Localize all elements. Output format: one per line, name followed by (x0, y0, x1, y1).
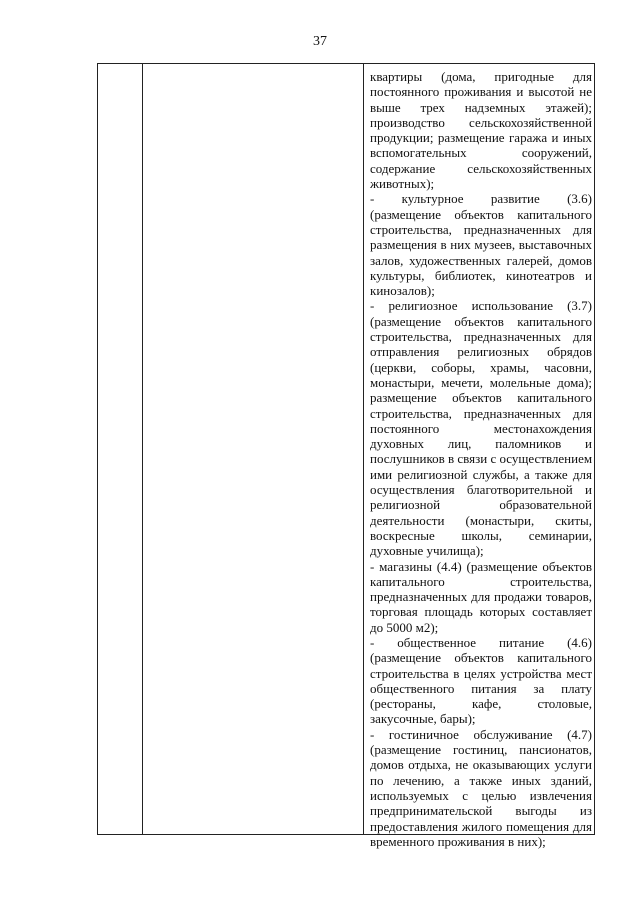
cell-text-line: осуществления благотворительной и (370, 482, 592, 498)
cell-text-line: предоставления жилого помещения для (370, 818, 592, 834)
column-divider-2 (363, 64, 364, 834)
cell-text-line: до 5000 м2); (370, 619, 439, 635)
cell-text-line: продукции; размещение гаража и иных (370, 130, 592, 146)
cell-text-line: размещения в них музеев, выставочных (370, 237, 592, 253)
cell-text-line: - общественное питание (4.6) (370, 634, 592, 650)
cell-text-line: залов, художественных галерей, домов (370, 252, 592, 268)
cell-text-line: животных); (370, 176, 435, 192)
cell-text-line: отправления религиозных обрядов (370, 344, 592, 360)
cell-text-line: предназначенных для продажи товаров, (370, 589, 592, 605)
cell-text-line: домов отдыха, не оказывающих услуги (370, 757, 592, 773)
table (97, 63, 595, 849)
cell-text-line: квартиры (дома, пригодные для (370, 69, 592, 84)
cell-text-line: - религиозное использование (3.7) (370, 298, 592, 314)
cell-text-line: духовные училища); (370, 543, 484, 559)
cell-text-line: - гостиничное обслуживание (4.7) (370, 726, 592, 742)
cell-text-line: закусочные, бары); (370, 711, 476, 727)
cell-text-line: духовных лиц, паломников и (370, 436, 592, 452)
cell-text-line: (размещение гостиниц, пансионатов, (370, 742, 592, 758)
cell-text-line: (размещение объектов капитального (370, 650, 592, 666)
cell-text-line: - магазины (4.4) (размещение объектов (370, 558, 592, 574)
cell-text-line: культуры, библиотек, кинотеатров и (370, 267, 592, 283)
cell-text-line: деятельности (монастыри, скиты, (370, 512, 592, 528)
cell-text-line: ими религиозной службы, а также для (370, 466, 592, 482)
cell-text-line: торговая площадь которых составляет (370, 604, 592, 620)
cell-text-line: (рестораны, кафе, столовые, (370, 696, 592, 712)
page-number: 37 (313, 34, 327, 49)
cell-text-line: используемых с целью извлечения (370, 787, 592, 803)
cell-text-line: кинозалов); (370, 283, 435, 299)
cell-text-line: по лечению, а также иных зданий, (370, 772, 592, 788)
cell-text-line: воскресные школы, семинарии, (370, 527, 592, 543)
cell-text-line: (церкви, соборы, храмы, часовни, (370, 359, 592, 375)
cell-text-line: выше трех надземных этажей); (370, 99, 592, 115)
cell-text-line: капитального строительства, (370, 573, 592, 589)
cell-text-line: (размещение объектов капитального (370, 206, 592, 222)
cell-text-line: производство сельскохозяйственной (370, 114, 592, 130)
cell-text-line: послушников в связи с осуществлением (370, 451, 593, 467)
cell-text-line: (размещение объектов капитального (370, 313, 592, 329)
column-divider-1 (142, 64, 143, 834)
cell-text-line: строительства, предназначенных для (370, 329, 592, 345)
cell-text-line: вспомогательных сооружений, (370, 145, 592, 161)
cell-text-line: временного проживания в них); (370, 833, 546, 849)
cell-text-line: монастыри, мечети, молельные дома); (370, 374, 592, 390)
cell-text-line: строительства, предназначенных для (370, 221, 592, 237)
cell-text-line: содержание сельскохозяйственных (370, 160, 592, 176)
cell-text-line: религиозной образовательной (370, 497, 592, 513)
cell-text-line: постоянного проживания и высотой не (370, 84, 592, 100)
cell-text-line: строительства в целях устройства мест (370, 665, 592, 681)
cell-text-line: - культурное развитие (3.6) (370, 191, 592, 207)
cell-text-line: размещение объектов капитального (370, 390, 592, 406)
cell-text-line: предпринимательской выгоды из (370, 803, 592, 819)
cell-text-line: строительства, предназначенных для (370, 405, 592, 421)
cell-text-line: общественного питания за плату (370, 680, 592, 696)
permitted-uses-cell (370, 69, 592, 849)
cell-text-line: постоянного местонахождения (370, 420, 592, 436)
